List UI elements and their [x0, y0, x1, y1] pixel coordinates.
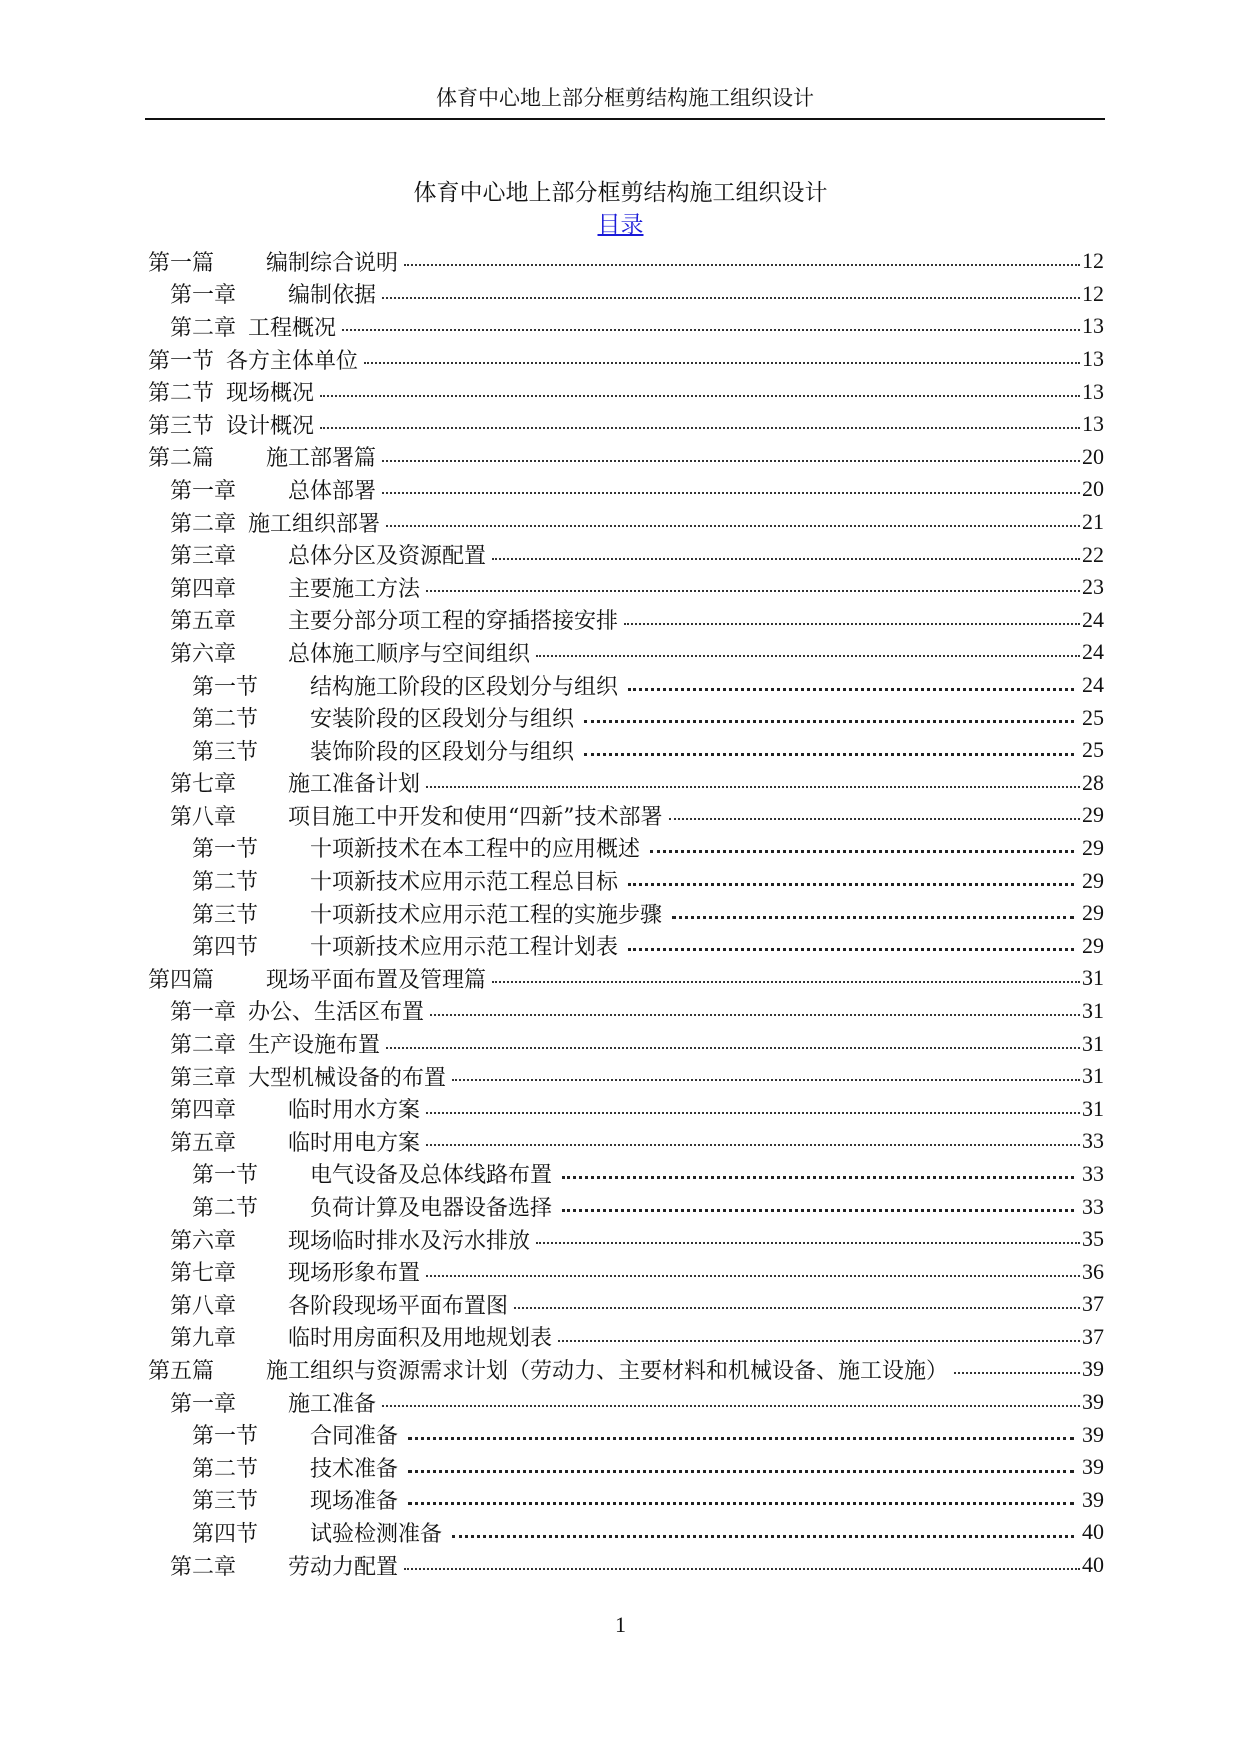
toc-entry-title: 试验检测准备 [310, 1521, 443, 1547]
toc-entry-number: 第二节 [192, 1196, 259, 1222]
toc-entry-number: 第一节 [148, 348, 215, 374]
toc-entry-page: 28 [1082, 769, 1104, 795]
toc-entry-number: 第一节 [192, 1424, 259, 1450]
toc-entry-title: 编制依据 [288, 283, 377, 309]
toc-entry-page: 37 [1082, 1323, 1104, 1349]
toc-entry-title: 临时用房面积及用地规划表 [288, 1326, 553, 1352]
toc-entry-title: 合同准备 [310, 1424, 399, 1450]
toc-entry-number: 第三节 [148, 413, 215, 439]
toc-entry[interactable] [148, 1516, 1104, 1549]
toc-entry-title: 总体部署 [288, 478, 377, 504]
toc-dot-leader [408, 1437, 1074, 1440]
toc-entry-title: 主要施工方法 [288, 576, 421, 602]
toc-entry-number: 第三节 [192, 902, 259, 928]
toc-entry[interactable] [148, 767, 1104, 800]
toc-entry-title: 结构施工阶段的区段划分与组织 [310, 674, 619, 700]
toc-entry[interactable] [148, 929, 1104, 962]
toc-dot-leader [452, 1079, 1080, 1081]
toc-entry-title: 十项新技术在本工程中的应用概述 [310, 837, 641, 863]
toc-entry-number: 第一章 [170, 1000, 237, 1026]
toc-entry-number: 第二篇 [148, 446, 215, 472]
toc-entry[interactable] [148, 310, 1104, 343]
toc-dot-leader [426, 1144, 1080, 1146]
toc-entry-number: 第二章 [170, 511, 237, 537]
toc-entry[interactable] [148, 734, 1104, 767]
toc-dot-leader [536, 1242, 1080, 1244]
toc-entry-page: 29 [1082, 932, 1104, 958]
toc-entry-number: 第二节 [192, 1456, 259, 1482]
toc-entry-page: 40 [1082, 1552, 1104, 1578]
toc-entry-title: 临时用水方案 [288, 1098, 421, 1124]
toc-entry-page: 31 [1082, 1063, 1104, 1089]
running-header: 体育中心地上部分框剪结构施工组织设计 [436, 86, 814, 110]
toc-entry-title: 总体分区及资源配置 [288, 544, 487, 570]
toc-entry-number: 第二章 [170, 1033, 237, 1059]
toc-entry[interactable] [148, 245, 1104, 278]
toc-entry-title: 设计概况 [226, 413, 315, 439]
toc-entry-number: 第一节 [192, 837, 259, 863]
toc-entry-page: 12 [1082, 280, 1104, 306]
toc-entry-title: 施工准备 [288, 1391, 377, 1417]
toc-entry-number: 第三节 [192, 1489, 259, 1515]
toc-entry[interactable] [148, 1484, 1104, 1517]
toc-entry[interactable] [148, 1125, 1104, 1158]
toc-entry-title: 电气设备及总体线路布置 [310, 1163, 553, 1189]
toc-entry[interactable] [148, 1418, 1104, 1451]
toc-entry-title: 主要分部分项工程的穿插搭接安排 [288, 609, 619, 635]
toc-dot-leader [954, 1372, 1080, 1374]
toc-entry-page: 40 [1082, 1519, 1104, 1545]
toc-entry-title: 十项新技术应用示范工程总目标 [310, 870, 619, 896]
toc-entry-number: 第九章 [170, 1326, 237, 1352]
toc-dot-leader [382, 297, 1080, 299]
toc-entry-page: 29 [1082, 900, 1104, 926]
toc-entry[interactable] [148, 1549, 1104, 1582]
toc-entry-page: 31 [1082, 965, 1104, 991]
toc-entry[interactable] [148, 1190, 1104, 1223]
toc-dot-leader [382, 1405, 1080, 1407]
toc-entry-title: 各方主体单位 [226, 348, 359, 374]
table-of-contents [148, 245, 1104, 1581]
toc-entry[interactable] [148, 343, 1104, 376]
toc-entry-title: 劳动力配置 [288, 1554, 399, 1580]
toc-dot-leader [492, 981, 1080, 983]
toc-entry-number: 第六章 [170, 641, 237, 667]
toc-entry[interactable] [148, 1060, 1104, 1093]
toc-entry-number: 第三章 [170, 1065, 237, 1091]
toc-entry-page: 20 [1082, 476, 1104, 502]
toc-entry-title: 编制综合说明 [266, 250, 399, 276]
toc-entry-number: 第三节 [192, 739, 259, 765]
toc-entry[interactable] [148, 506, 1104, 539]
toc-entry[interactable] [148, 571, 1104, 604]
toc-dot-leader [669, 818, 1080, 820]
toc-entry[interactable] [148, 636, 1104, 669]
toc-entry-title: 装饰阶段的区段划分与组织 [310, 739, 575, 765]
toc-entry-page: 24 [1082, 606, 1104, 632]
toc-entry-page: 37 [1082, 1291, 1104, 1317]
toc-dot-leader [562, 1176, 1074, 1179]
toc-entry-page: 39 [1082, 1486, 1104, 1512]
toc-entry-page: 21 [1082, 509, 1104, 535]
toc-entry-number: 第七章 [170, 772, 237, 798]
toc-entry[interactable] [148, 604, 1104, 637]
toc-entry-number: 第二节 [192, 707, 259, 733]
toc-entry-number: 第二节 [148, 381, 215, 407]
toc-entry-number: 第四节 [192, 1521, 259, 1547]
toc-dot-leader [650, 850, 1074, 853]
toc-entry[interactable] [148, 1027, 1104, 1060]
toc-entry-number: 第四章 [170, 1098, 237, 1124]
toc-entry-page: 12 [1082, 248, 1104, 274]
toc-entry[interactable] [148, 1288, 1104, 1321]
toc-entry-title: 办公、生活区布置 [248, 1000, 425, 1026]
toc-entry-title: 施工组织与资源需求计划（劳动力、主要材料和机械设备、施工设施） [266, 1358, 949, 1384]
toc-entry[interactable] [148, 538, 1104, 571]
toc-entry-page: 29 [1082, 867, 1104, 893]
toc-dot-leader [536, 655, 1080, 657]
toc-entry-page: 25 [1082, 737, 1104, 763]
toc-entry-number: 第一章 [170, 283, 237, 309]
toc-dot-leader [430, 1014, 1080, 1016]
toc-dot-leader [426, 1112, 1080, 1114]
toc-entry[interactable] [148, 375, 1104, 408]
toc-entry[interactable] [148, 669, 1104, 702]
toc-entry-title: 工程概况 [248, 315, 337, 341]
toc-entry-page: 33 [1082, 1160, 1104, 1186]
toc-entry-title: 安装阶段的区段划分与组织 [310, 707, 575, 733]
toc-dot-leader [452, 1535, 1074, 1538]
document-title: 体育中心地上部分框剪结构施工组织设计 [413, 180, 828, 206]
toc-dot-leader [382, 492, 1080, 494]
toc-dot-leader [404, 1568, 1080, 1570]
toc-dot-leader [426, 786, 1080, 788]
toc-entry[interactable] [148, 799, 1104, 832]
toc-entry-title: 总体施工顺序与空间组织 [288, 641, 531, 667]
toc-entry-page: 39 [1082, 1421, 1104, 1447]
toc-entry[interactable] [148, 995, 1104, 1028]
toc-dot-leader [320, 427, 1080, 429]
toc-dot-leader [562, 1209, 1074, 1212]
toc-dot-leader [426, 1275, 1080, 1277]
toc-entry-page: 13 [1082, 313, 1104, 339]
toc-entry-page: 29 [1082, 802, 1104, 828]
toc-dot-leader [426, 590, 1080, 592]
toc-entry-page: 39 [1082, 1389, 1104, 1415]
toc-entry[interactable] [148, 1321, 1104, 1354]
toc-dot-leader [320, 395, 1080, 397]
toc-dot-leader [364, 362, 1080, 364]
toc-entry-page: 25 [1082, 704, 1104, 730]
toc-entry-number: 第一节 [192, 674, 259, 700]
toc-entry-title: 施工组织部署 [248, 511, 381, 537]
toc-entry-title: 施工准备计划 [288, 772, 421, 798]
toc-entry[interactable] [148, 962, 1104, 995]
toc-entry-title: 现场形象布置 [288, 1261, 421, 1287]
toc-entry-title: 十项新技术应用示范工程的实施步骤 [310, 902, 663, 928]
toc-entry-title: 现场平面布置及管理篇 [266, 967, 487, 993]
toc-entry-number: 第六章 [170, 1228, 237, 1254]
toc-dot-leader [386, 1047, 1080, 1049]
toc-entry-page: 24 [1082, 639, 1104, 665]
toc-entry-title: 现场准备 [310, 1489, 399, 1515]
toc-entry-title: 负荷计算及电器设备选择 [310, 1196, 553, 1222]
toc-dot-leader [628, 883, 1074, 886]
toc-entry-page: 33 [1082, 1193, 1104, 1219]
toc-entry[interactable] [148, 864, 1104, 897]
header-rule [145, 118, 1105, 120]
toc-entry-number: 第一章 [170, 478, 237, 504]
toc-entry-number: 第四章 [170, 576, 237, 602]
toc-entry[interactable] [148, 473, 1104, 506]
toc-entry[interactable] [148, 1386, 1104, 1419]
toc-entry-number: 第五章 [170, 1130, 237, 1156]
toc-entry-page: 22 [1082, 541, 1104, 567]
toc-entry-title: 现场临时排水及污水排放 [288, 1228, 531, 1254]
toc-entry[interactable] [148, 897, 1104, 930]
toc-heading-link[interactable]: 目录 [597, 212, 644, 238]
toc-entry-number: 第一节 [192, 1163, 259, 1189]
toc-entry-page: 29 [1082, 834, 1104, 860]
toc-entry[interactable] [148, 1223, 1104, 1256]
toc-entry-title: 临时用电方案 [288, 1130, 421, 1156]
toc-dot-leader [672, 916, 1074, 919]
toc-entry-page: 20 [1082, 443, 1104, 469]
toc-entry[interactable] [148, 1451, 1104, 1484]
toc-entry[interactable] [148, 701, 1104, 734]
toc-entry[interactable] [148, 278, 1104, 311]
toc-entry-page: 39 [1082, 1454, 1104, 1480]
toc-entry-title: 项目施工中开发和使用“四新”技术部署 [288, 804, 663, 830]
toc-dot-leader [628, 948, 1074, 951]
toc-entry-page: 23 [1082, 574, 1104, 600]
toc-entry[interactable] [148, 408, 1104, 441]
toc-dot-leader [584, 753, 1074, 756]
toc-dot-leader [584, 720, 1074, 723]
toc-entry[interactable] [148, 1353, 1104, 1386]
toc-dot-leader [514, 1307, 1080, 1309]
toc-entry-page: 31 [1082, 997, 1104, 1023]
toc-dot-leader [558, 1340, 1080, 1342]
toc-entry-page: 13 [1082, 378, 1104, 404]
toc-dot-leader [342, 329, 1080, 331]
toc-dot-leader [408, 1502, 1074, 1505]
toc-entry-page: 24 [1082, 672, 1104, 698]
toc-entry-number: 第二章 [170, 1554, 237, 1580]
toc-entry[interactable] [148, 1092, 1104, 1125]
toc-entry-number: 第一章 [170, 1391, 237, 1417]
toc-entry-page: 13 [1082, 346, 1104, 372]
toc-entry-page: 36 [1082, 1258, 1104, 1284]
toc-entry-title: 大型机械设备的布置 [248, 1065, 447, 1091]
toc-entry-title: 技术准备 [310, 1456, 399, 1482]
toc-entry-number: 第七章 [170, 1261, 237, 1287]
toc-entry-page: 13 [1082, 411, 1104, 437]
toc-entry-number: 第五章 [170, 609, 237, 635]
toc-entry-page: 31 [1082, 1030, 1104, 1056]
toc-entry-number: 第二章 [170, 315, 237, 341]
toc-entry-page: 33 [1082, 1128, 1104, 1154]
toc-dot-leader [408, 1470, 1074, 1473]
toc-entry[interactable] [148, 441, 1104, 474]
toc-dot-leader [628, 688, 1074, 691]
toc-dot-leader [404, 264, 1080, 266]
toc-entry[interactable] [148, 832, 1104, 865]
toc-entry-page: 31 [1082, 1095, 1104, 1121]
toc-dot-leader [492, 558, 1080, 560]
toc-entry-title: 各阶段现场平面布置图 [288, 1293, 509, 1319]
toc-entry-number: 第三章 [170, 544, 237, 570]
toc-entry-number: 第四篇 [148, 967, 215, 993]
toc-dot-leader [382, 460, 1080, 462]
toc-dot-leader [386, 525, 1080, 527]
toc-entry-title: 施工部署篇 [266, 446, 377, 472]
toc-entry-page: 39 [1082, 1356, 1104, 1382]
page-number: 1 [615, 1612, 626, 1637]
toc-entry[interactable] [148, 1158, 1104, 1191]
toc-entry[interactable] [148, 1255, 1104, 1288]
toc-entry-number: 第八章 [170, 1293, 237, 1319]
toc-entry-title: 十项新技术应用示范工程计划表 [310, 935, 619, 961]
toc-entry-title: 生产设施布置 [248, 1033, 381, 1059]
toc-entry-number: 第一篇 [148, 250, 215, 276]
toc-entry-number: 第四节 [192, 935, 259, 961]
toc-entry-number: 第五篇 [148, 1358, 215, 1384]
toc-entry-page: 35 [1082, 1226, 1104, 1252]
toc-entry-number: 第八章 [170, 804, 237, 830]
toc-dot-leader [624, 623, 1080, 625]
toc-entry-title: 现场概况 [226, 381, 315, 407]
toc-entry-number: 第二节 [192, 870, 259, 896]
